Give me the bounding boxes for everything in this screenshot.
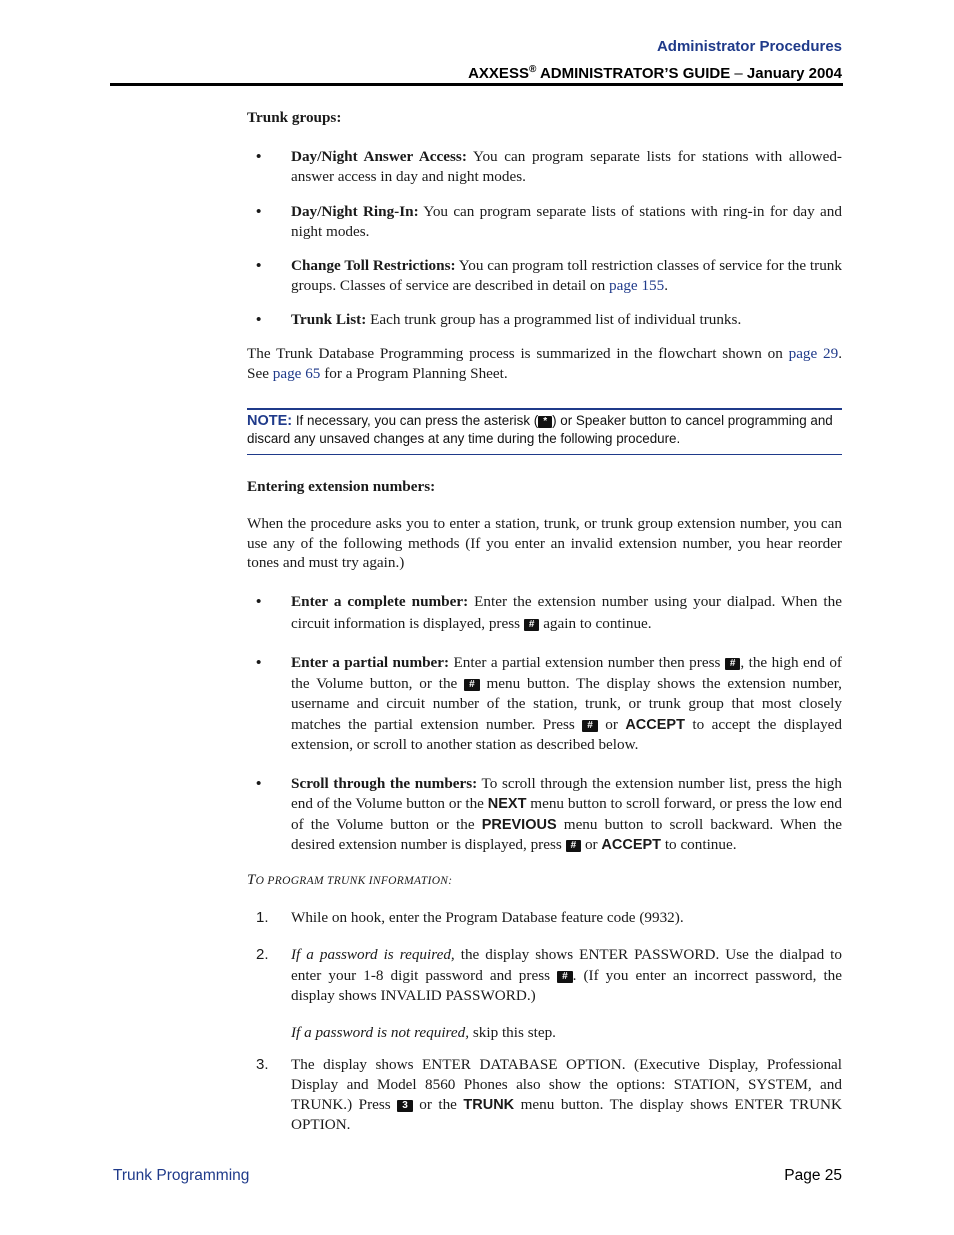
bullet-dot: • (256, 311, 262, 328)
page-29-link[interactable]: page 29 (788, 345, 839, 362)
step-1 (256, 908, 842, 928)
page-155-link[interactable]: page 155 (609, 276, 665, 294)
bullet-text: To scroll through the extension number list, press the high end of the Volume button or the (291, 775, 842, 812)
bullet-term: Enter a complete number: (291, 593, 469, 610)
header-divider (110, 83, 843, 86)
bullet-day-night-answer (256, 147, 842, 187)
step-number: 3. (256, 1056, 269, 1073)
guide-name: ADMINISTRATOR’S GUIDE (536, 65, 731, 82)
step-text: The display shows ENTER DATABASE OPTION. (Executive Display, Professional Display and Model 8560 Phones also show the options: STATION, SYSTEM, and TRUNK.) Press (291, 1056, 842, 1113)
section-title: Administrator Procedures (656, 38, 842, 55)
step-text: . (If you enter an incorrect password, the display shows INVALID PASSWORD.) (291, 966, 843, 1004)
footer-chapter: Trunk Programming (113, 1167, 250, 1184)
pound-key-icon: # (582, 720, 598, 732)
bullet-text: Enter the extension number using your dialpad. When the circuit information is displayed, press (291, 593, 842, 632)
bullet-dot: • (256, 257, 262, 274)
previous-menu-label: PREVIOUS (481, 816, 557, 833)
bullet-complete-number (256, 591, 842, 634)
summary-text: for a Program Planning Sheet. (320, 364, 508, 382)
bullet-text: You can program separate lists of stations with ring-in for day and night modes. (291, 203, 842, 240)
summary-text: . See (247, 345, 843, 382)
bullet-text: or (597, 715, 626, 733)
step-text: skip this step. (469, 1023, 556, 1041)
extension-intro: When the procedure asks you to enter a station, trunk, or trunk group extension number, you can use any of the following methods (If you enter an invalid extension number, you hear reorder tones and must try again.) (247, 515, 842, 571)
pound-key-icon: # (464, 679, 480, 691)
bullet-day-night-ring-in (256, 202, 842, 242)
note-top-rule (247, 408, 842, 410)
step-text: or the (412, 1095, 464, 1113)
bullet-text: menu button to scroll forward, or press the low end of the Volume button or the (291, 794, 842, 833)
pound-key-icon: # (725, 658, 741, 670)
step-text: the display shows ENTER PASSWORD. Use the dialpad to enter your 1-8 digit password and press (291, 946, 842, 984)
product-name: AXXESS (468, 65, 529, 82)
pound-key-icon: # (557, 971, 573, 983)
bullet-text: or (581, 836, 602, 854)
procedure-title-cap: T (247, 872, 256, 888)
bullet-term: Scroll through the numbers: (291, 775, 478, 792)
bullet-term: Day/Night Ring-In: (291, 203, 419, 220)
bullet-term: Trunk List: (291, 311, 367, 328)
procedure-title (247, 872, 452, 889)
bullet-toll-restrictions (256, 256, 842, 296)
header-dash: – (730, 65, 747, 82)
guide-date: January 2004 (746, 65, 842, 82)
note-box (247, 408, 842, 455)
bullet-text: You can program separate lists for stations with allowed-answer access in day and night modes. (291, 148, 842, 185)
extension-heading: Entering extension numbers: (247, 478, 436, 495)
bullet-term: Day/Night Answer Access: (291, 148, 467, 165)
bullet-scroll-numbers (256, 774, 842, 856)
bullet-text: , the high end of the Volume button, or the (291, 654, 842, 692)
bullet-dot: • (256, 654, 262, 671)
step-text: menu button. The display shows ENTER TRUNK OPTION. (291, 1095, 842, 1134)
trunk-menu-label: TRUNK (463, 1096, 515, 1113)
bullet-text: to accept the displayed extension, or scroll to another station as described below. (291, 715, 842, 753)
trunk-groups-heading: Trunk groups: (247, 109, 342, 126)
footer-page-number: Page 25 (784, 1167, 842, 1184)
step-number: 2. (256, 946, 269, 963)
accept-menu-label: ACCEPT (625, 716, 685, 733)
bullet-text: You can program toll restriction classes of service for the trunk groups. Classes of service are described in detail on (291, 257, 842, 294)
asterisk-key-icon: * (538, 416, 552, 428)
pound-key-icon: # (566, 840, 582, 852)
note-label: NOTE: (247, 413, 293, 429)
registered-mark: ® (528, 64, 537, 75)
bullet-dot: • (256, 148, 262, 165)
bullet-text: menu button to scroll backward. When the desired extension number is displayed, press (291, 815, 842, 854)
bullet-dot: • (256, 775, 262, 792)
bullet-text: menu button. The display shows the extension number, username and circuit number of the station, trunk, or trunk group that most closely matches the partial extension number. Press (291, 674, 842, 733)
procedure-title-rest: O PROGRAM TRUNK INFORMATION: (255, 875, 453, 887)
step-3 (256, 1055, 842, 1135)
bullet-partial-number (256, 653, 842, 756)
step-text: While on hook, enter the Program Database feature code (9932). (291, 909, 684, 926)
bullet-text: Enter a partial extension number then press (449, 654, 725, 671)
note-text-part: If necessary, you can press the asterisk ( (292, 413, 539, 428)
step-condition: If a password is required, (291, 946, 455, 963)
bullet-text: . (664, 276, 669, 294)
step-condition: If a password is not required, (291, 1023, 470, 1041)
bullet-dot: • (256, 593, 262, 610)
summary-text: The Trunk Database Programming process is summarized in the flowchart shown on (247, 345, 789, 362)
guide-title (110, 61, 842, 83)
pound-key-icon: # (524, 619, 540, 631)
bullet-text: to continue. (661, 836, 737, 854)
page-header (110, 38, 842, 83)
step-number: 1. (256, 909, 269, 926)
summary-paragraph (247, 344, 842, 383)
bullet-trunk-list (256, 310, 842, 330)
note-text (247, 412, 842, 447)
note-bottom-rule (247, 454, 842, 455)
accept-menu-label: ACCEPT (601, 837, 662, 854)
bullet-dot: • (256, 203, 262, 220)
page-65-link[interactable]: page 65 (272, 364, 321, 382)
bullet-term: Enter a partial number: (291, 654, 450, 671)
step-2 (256, 945, 842, 1043)
three-key-icon: 3 (397, 1100, 413, 1112)
bullet-term: Change Toll Restrictions: (291, 257, 456, 274)
next-menu-label: NEXT (487, 795, 527, 812)
bullet-text: Each trunk group has a programmed list of individual trunks. (366, 311, 742, 328)
bullet-text: again to continue. (539, 614, 652, 632)
note-text-part: ) or Speaker button to cancel programming and discard any unsaved changes at any time during the following procedure. (247, 413, 833, 446)
